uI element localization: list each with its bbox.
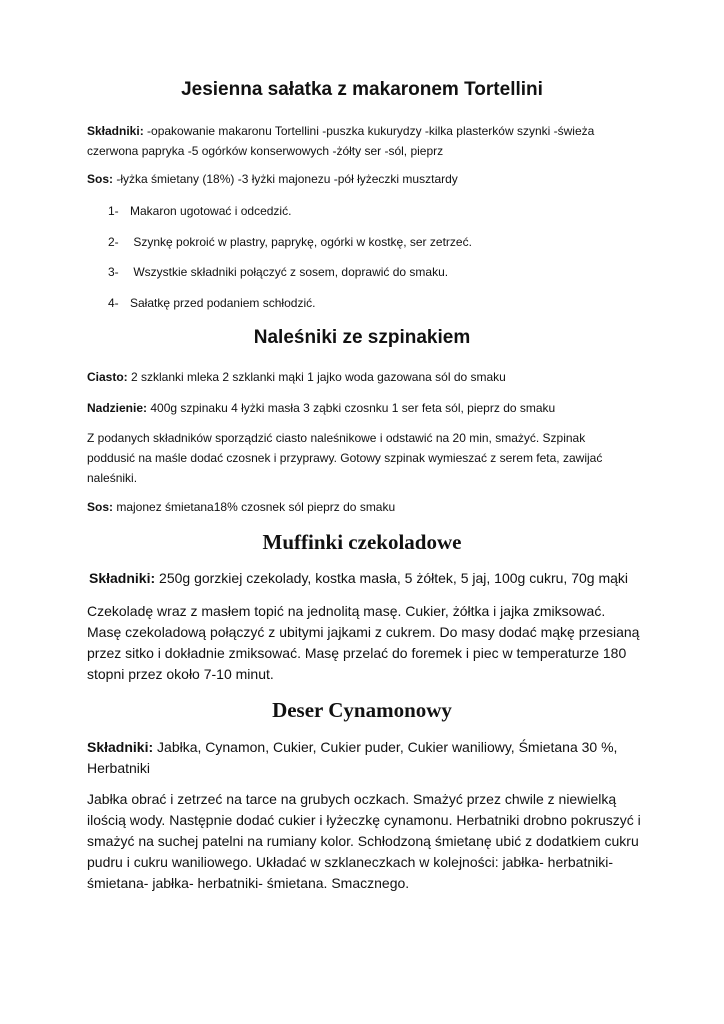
step-text: Sałatkę przed podaniem schłodzić. xyxy=(130,296,316,310)
salad-sauce-label: Sos: xyxy=(87,172,114,186)
salad-ingredients xyxy=(87,121,639,161)
salad-sauce-text: -łyżka śmietany (18%) -3 łyżki majonezu -pół łyżeczki musztardy xyxy=(113,172,458,186)
dessert-ingredients-label: Składniki: xyxy=(87,739,154,755)
step-number: 4- xyxy=(108,296,119,310)
muffins-title: Muffinki czekoladowe xyxy=(262,530,462,554)
muffins-ingredients-label: Składniki: xyxy=(89,570,156,586)
step-number: 2- xyxy=(108,235,119,249)
pancakes-dough-text: 2 szklanki mleka 2 szklanki mąki 1 jajko woda gazowana sól do smaku xyxy=(127,370,506,384)
salad-sauce xyxy=(87,169,639,189)
pancakes-filling-text: 400g szpinaku 4 łyżki masła 3 ząbki czosnku 1 ser feta sól, pieprz do smaku xyxy=(147,401,556,415)
salad-step-3 xyxy=(108,264,628,280)
salad-step-2 xyxy=(108,234,628,250)
pancakes-sauce-label: Sos: xyxy=(87,500,114,514)
muffins-instructions: Czekoladę wraz z masłem topić na jednolitą masę. Cukier, żółtka i jajka zmiksować. Masę czekoladową połączyć z ubitymi jajkami z cukrem. Do masy dodać mąkę przesianą przez sitko i dokładnie zmiksować. Masę przelać do foremek i piec w temperaturze 180 stopni przez około 7-10 minut. xyxy=(87,603,640,682)
pancakes-filling-label: Nadzienie: xyxy=(87,401,148,415)
salad-ingredients-text: -opakowanie makaronu Tortellini -puszka kukurydzy -kilka plasterków szynki -świeża czerwona papryka -5 ogórków konserwowych -żółty ser -sól, pieprz xyxy=(87,124,595,158)
pancakes-sauce-text: majonez śmietana18% czosnek sól pieprz do smaku xyxy=(113,500,396,514)
salad-ingredients-label: Składniki: xyxy=(87,124,144,138)
pancakes-dough-label: Ciasto: xyxy=(87,370,128,384)
muffins-ingredients xyxy=(89,568,644,589)
dessert-ingredients xyxy=(87,737,642,779)
step-number: 3- xyxy=(108,265,119,279)
pancakes-title: Naleśniki ze szpinakiem xyxy=(253,327,471,348)
pancakes-filling xyxy=(87,398,639,418)
step-text: Makaron ugotować i odcedzić. xyxy=(130,204,292,218)
dessert-instructions: Jabłka obrać i zetrzeć na tarce na grubych oczkach. Smażyć przez chwile z niewielką ilością wody. Następnie dodać cukier i łyżeczkę cynamonu. Herbatniki drobno pokruszyć i smażyć na suchej patelni na rumiany kolor. Schłodzoną śmietanę ubić z dodatkiem cukru pudru i cukru waniliowego. Układać w szklaneczkach w kolejności: jabłka- herbatniki- śmietana- jabłka- herbatniki- śmietana. Smacznego. xyxy=(87,791,641,891)
salad-step-4 xyxy=(108,295,628,311)
step-text: Szynkę pokroić w plastry, paprykę, ogórki w kostkę, ser zetrzeć. xyxy=(130,235,472,249)
pancakes-dough xyxy=(87,367,639,387)
salad-title: Jesienna sałatka z makaronem Tortellini xyxy=(181,79,543,100)
pancakes-instructions: Z podanych składników sporządzić ciasto naleśnikowe i odstawić na 20 min, smażyć. Szpinak poddusić na maśle dodać czosnek i przyprawy. Gotowy szpinak wymieszać z serem feta, zawijać naleśniki. xyxy=(87,431,603,485)
muffins-ingredients-text: 250g gorzkiej czekolady, kostka masła, 5 żółtek, 5 jaj, 100g cukru, 70g mąki xyxy=(155,570,629,586)
step-text: Wszystkie składniki połączyć z sosem, doprawić do smaku. xyxy=(130,265,449,279)
dessert-title: Deser Cynamonowy xyxy=(272,698,452,722)
pancakes-sauce xyxy=(87,497,639,517)
dessert-ingredients-text: Jabłka, Cynamon, Cukier, Cukier puder, Cukier waniliowy, Śmietana 30 %, Herbatniki xyxy=(87,739,618,776)
salad-step-1 xyxy=(108,203,628,219)
step-number: 1- xyxy=(108,204,119,218)
